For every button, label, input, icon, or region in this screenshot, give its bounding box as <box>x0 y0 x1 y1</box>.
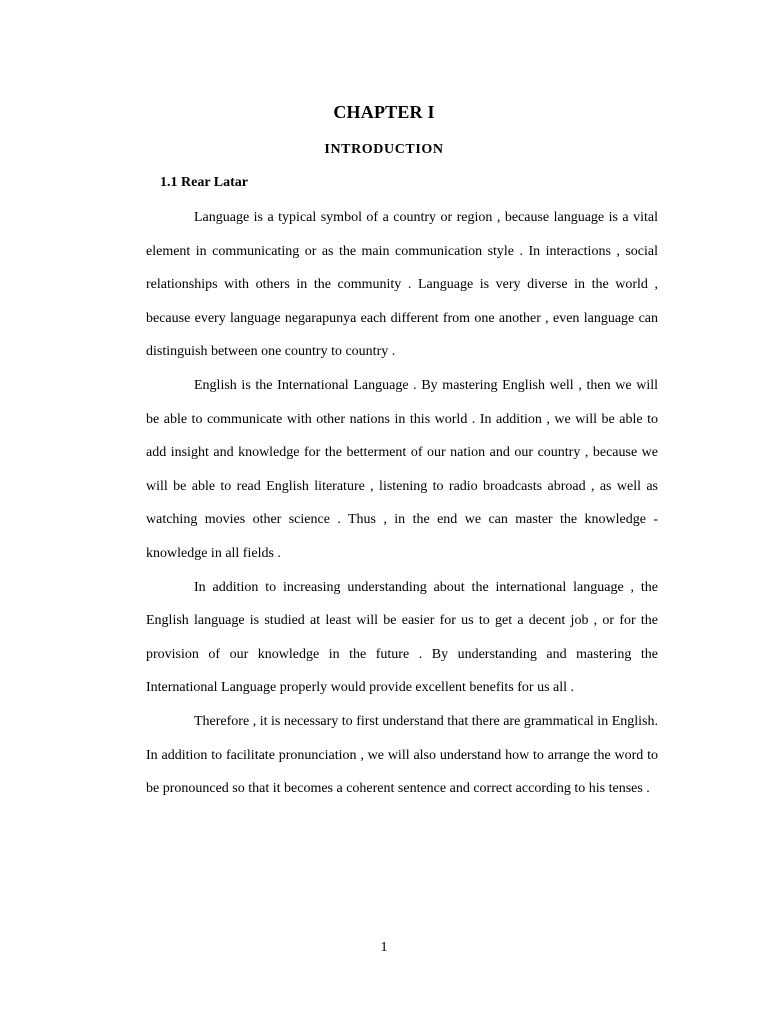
page-number: 1 <box>380 940 388 955</box>
paragraph: Language is a typical symbol of a country or region , because language is a vital element in communicating or as the main communication style . In interactions , social relationships with others in the community . Language is very diverse in the world , because every language negarapunya each different from one another , even language can distinguish between one country to country . <box>146 210 658 360</box>
paragraph: English is the International Language . By mastering English well , then we will be able to communicate with other nations in this world . In addition , we will be able to add insight and knowledge for the betterment of our nation and our country , because we will be able to read English literature , listening to radio broadcasts abroad , as well as watching movies other science . Thus , in the end we can master the knowledge - knowledge in all fields . <box>146 377 658 561</box>
subsection-title: 1.1 Rear Latar <box>160 175 248 190</box>
paragraph: In addition to increasing understanding about the international language , the English language is studied at least will be easier for us to get a decent job , or for the provision of our knowledge in the future . By understanding and mastering the International Language properly would provide excellent benefits for us all . <box>146 579 658 696</box>
section-title: INTRODUCTION <box>324 142 444 157</box>
chapter-title: CHAPTER I <box>333 102 435 122</box>
paragraph: Therefore , it is necessary to first understand that there are grammatical in English. In addition to facilitate pronunciation , we will also understand how to arrange the word to be pronounced so that it becomes a coherent sentence and correct according to his tenses . <box>146 713 658 797</box>
body-text <box>146 201 658 806</box>
